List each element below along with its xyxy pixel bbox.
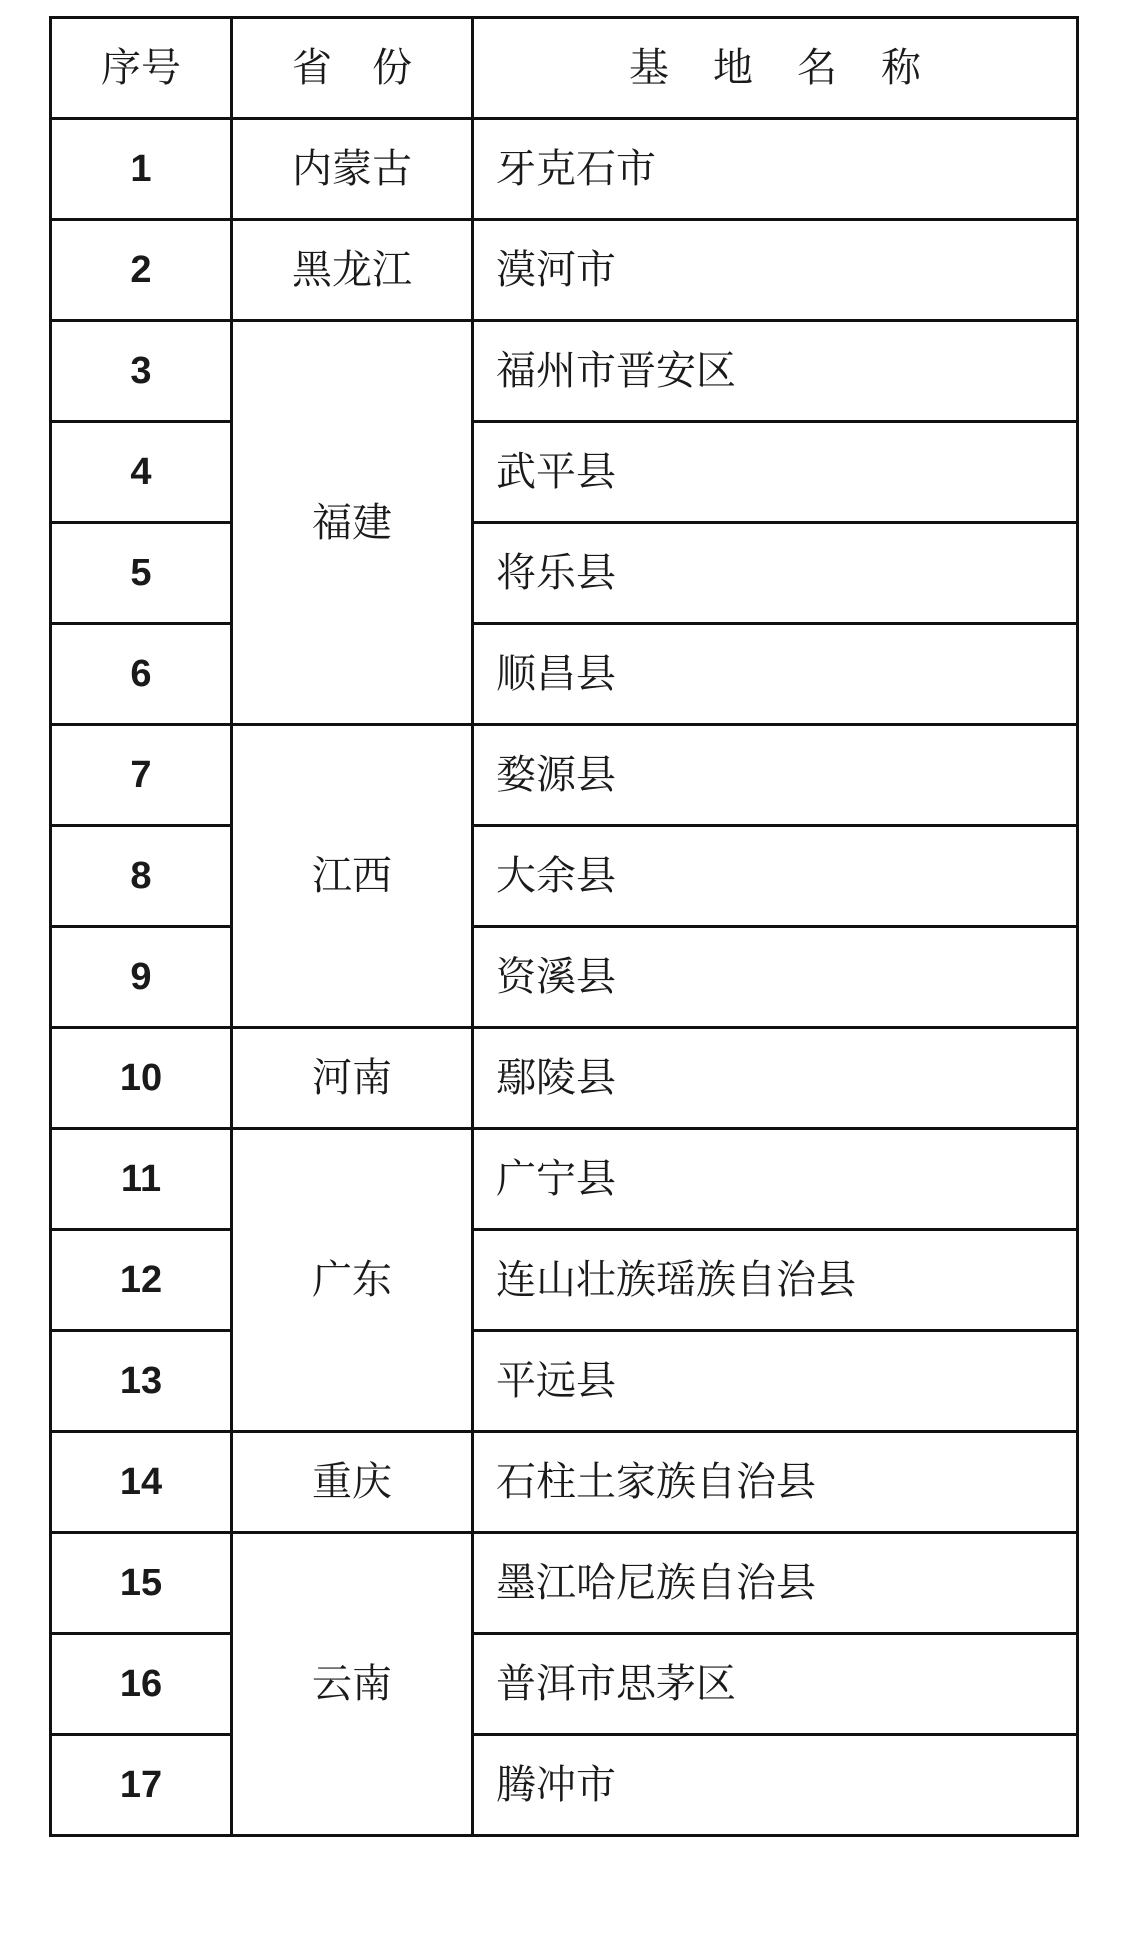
province-cell: 内蒙古 xyxy=(232,119,473,220)
table-row xyxy=(51,119,1078,220)
province-cell: 河南 xyxy=(232,1028,473,1129)
base-name-cell: 福州市晋安区 xyxy=(473,321,1078,422)
table-row xyxy=(51,826,1078,927)
row-number: 2 xyxy=(51,220,232,321)
table-row xyxy=(51,321,1078,422)
base-name-cell: 平远县 xyxy=(473,1331,1078,1432)
row-number: 6 xyxy=(51,624,232,725)
row-number: 8 xyxy=(51,826,232,927)
row-number: 16 xyxy=(51,1634,232,1735)
row-number: 7 xyxy=(51,725,232,826)
base-name-cell: 武平县 xyxy=(473,422,1078,523)
row-number: 1 xyxy=(51,119,232,220)
base-name-cell: 墨江哈尼族自治县 xyxy=(473,1533,1078,1634)
province-cell: 黑龙江 xyxy=(232,220,473,321)
table-row xyxy=(51,624,1078,725)
header-province: 省份 xyxy=(232,18,473,119)
base-name-cell: 鄢陵县 xyxy=(473,1028,1078,1129)
header-row xyxy=(51,18,1078,119)
row-number: 3 xyxy=(51,321,232,422)
table-row xyxy=(51,1533,1078,1634)
table-row xyxy=(51,1432,1078,1533)
table-row xyxy=(51,1331,1078,1432)
header-no: 序号 xyxy=(51,18,232,119)
table-row xyxy=(51,422,1078,523)
table-row xyxy=(51,1634,1078,1735)
table-row xyxy=(51,927,1078,1028)
row-number: 17 xyxy=(51,1735,232,1836)
base-name-cell: 婺源县 xyxy=(473,725,1078,826)
province-cell: 江西 xyxy=(232,725,473,1028)
row-number: 13 xyxy=(51,1331,232,1432)
base-name-cell: 漠河市 xyxy=(473,220,1078,321)
table-row xyxy=(51,523,1078,624)
row-number: 9 xyxy=(51,927,232,1028)
base-name-cell: 广宁县 xyxy=(473,1129,1078,1230)
header-base-name: 基地名称 xyxy=(473,18,1078,119)
province-cell: 福建 xyxy=(232,321,473,725)
table-body xyxy=(51,119,1078,1836)
table-row xyxy=(51,1230,1078,1331)
province-cell: 广东 xyxy=(232,1129,473,1432)
table-row xyxy=(51,1735,1078,1836)
province-cell: 云南 xyxy=(232,1533,473,1836)
row-number: 10 xyxy=(51,1028,232,1129)
row-number: 4 xyxy=(51,422,232,523)
row-number: 12 xyxy=(51,1230,232,1331)
province-cell: 重庆 xyxy=(232,1432,473,1533)
row-number: 15 xyxy=(51,1533,232,1634)
base-name-cell: 将乐县 xyxy=(473,523,1078,624)
table-row xyxy=(51,725,1078,826)
row-number: 14 xyxy=(51,1432,232,1533)
row-number: 11 xyxy=(51,1129,232,1230)
base-name-cell: 顺昌县 xyxy=(473,624,1078,725)
table-row xyxy=(51,220,1078,321)
base-name-cell: 连山壮族瑶族自治县 xyxy=(473,1230,1078,1331)
base-name-cell: 大余县 xyxy=(473,826,1078,927)
table-row xyxy=(51,1028,1078,1129)
base-name-cell: 石柱土家族自治县 xyxy=(473,1432,1078,1533)
base-name-cell: 腾冲市 xyxy=(473,1735,1078,1836)
base-name-cell: 牙克石市 xyxy=(473,119,1078,220)
base-name-cell: 资溪县 xyxy=(473,927,1078,1028)
table-row xyxy=(51,1129,1078,1230)
base-name-cell: 普洱市思茅区 xyxy=(473,1634,1078,1735)
base-list-table xyxy=(49,16,1079,1837)
row-number: 5 xyxy=(51,523,232,624)
